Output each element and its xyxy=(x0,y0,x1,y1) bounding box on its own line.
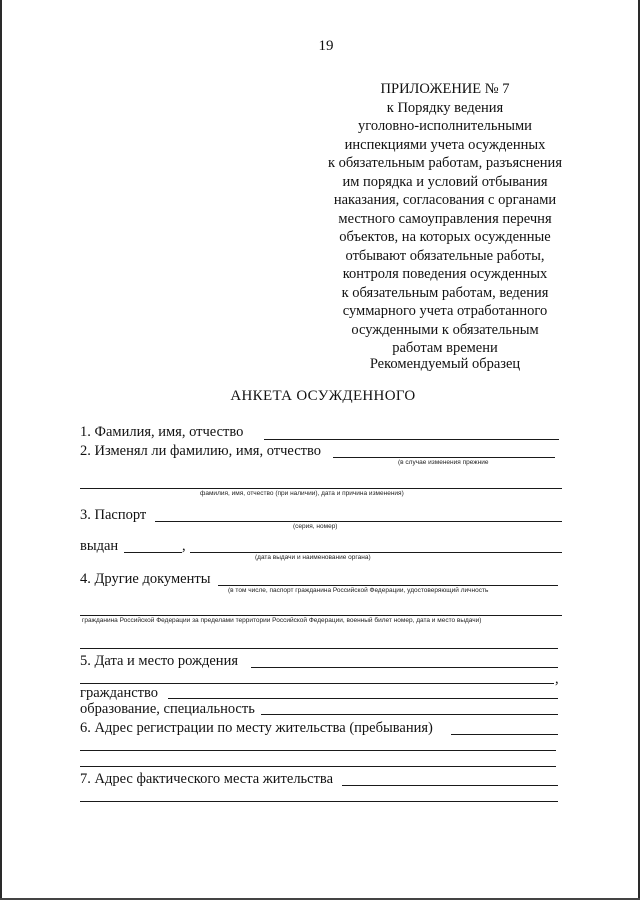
other-docs-field[interactable] xyxy=(218,585,558,586)
issued-date-field[interactable] xyxy=(124,552,182,553)
name-changed-field[interactable] xyxy=(333,457,555,458)
other-docs-label: 4. Другие документы xyxy=(80,571,211,587)
passport-label: 3. Паспорт xyxy=(80,507,147,523)
reg-address-label: 6. Адрес регистрации по месту жительства (пребывания) xyxy=(80,720,433,736)
reg-address-field-line2[interactable] xyxy=(80,750,556,751)
issued-label: выдан xyxy=(80,538,119,554)
other-docs-field-line3[interactable] xyxy=(80,648,558,649)
education-field[interactable] xyxy=(261,714,558,715)
appendix-line: инспекциями учета осужденных xyxy=(344,136,546,153)
reg-address-field-line3[interactable] xyxy=(80,766,556,767)
form-title: АНКЕТА ОСУЖДЕННОГО xyxy=(230,388,416,404)
name-changed-field-line2[interactable] xyxy=(80,488,562,489)
passport-field[interactable] xyxy=(155,521,562,522)
issued-authority-field[interactable] xyxy=(190,552,562,553)
appendix-line: ПРИЛОЖЕНИЕ № 7 xyxy=(380,81,510,97)
reg-address-field[interactable] xyxy=(451,734,558,735)
actual-address-field-line2[interactable] xyxy=(80,801,558,802)
appendix-line: к обязательным работам, разъяснения xyxy=(328,155,562,171)
passport-hint: (серия, номер) xyxy=(293,523,338,530)
birth-label: 5. Дата и место рождения xyxy=(80,653,238,669)
name-changed-label: 2. Изменял ли фамилию, имя, отчество xyxy=(80,443,321,459)
name-changed-hint-line2: фамилия, имя, отчество (при наличии), дата и причина изменения) xyxy=(200,490,404,497)
issued-hint: (дата выдачи и наименование органа) xyxy=(255,554,371,561)
birth-field[interactable] xyxy=(251,667,558,668)
appendix-line: к обязательным работам, ведения xyxy=(341,284,549,301)
appendix-line: уголовно-исполнительными xyxy=(358,118,532,134)
citizenship-field[interactable] xyxy=(168,698,558,699)
actual-address-label: 7. Адрес фактического места жительства xyxy=(80,771,334,787)
recommended-sample-label: Рекомендуемый образец xyxy=(369,356,521,372)
other-docs-hint: (в том числе, паспорт гражданина Российской Федерации, удостоверяющий личность xyxy=(228,587,489,594)
birth-comma: , xyxy=(555,671,559,687)
appendix-line: отбывают обязательные работы, xyxy=(345,247,545,264)
appendix-line: к Порядку ведения xyxy=(386,99,504,116)
appendix-line: наказания, согласования с органами xyxy=(333,192,557,208)
appendix-line: осужденными к обязательным xyxy=(351,321,539,338)
education-label: образование, специальность xyxy=(80,701,255,717)
scan-edge-left xyxy=(0,0,2,900)
full-name-field[interactable] xyxy=(264,439,559,440)
appendix-line: суммарного учета отработанного xyxy=(342,303,548,319)
page-number: 19 xyxy=(318,38,334,54)
appendix-line: местного самоуправления перечня xyxy=(338,210,552,227)
issued-comma: , xyxy=(182,538,186,554)
other-docs-field-line2[interactable] xyxy=(80,615,562,616)
appendix-line: объектов, на которых осужденные xyxy=(339,229,551,245)
citizenship-label: гражданство xyxy=(80,685,158,701)
appendix-line: контроля поведения осужденных xyxy=(342,266,548,282)
appendix-line: работам времени xyxy=(392,340,498,356)
appendix-header xyxy=(303,80,587,358)
appendix-line: им порядка и условий отбывания xyxy=(342,173,548,190)
name-changed-hint: (в случае изменения прежние xyxy=(398,459,489,466)
actual-address-field[interactable] xyxy=(342,785,558,786)
full-name-label: 1. Фамилия, имя, отчество xyxy=(80,424,244,440)
other-docs-hint-line2: гражданина Российской Федерации за пределами территории Российской Федерации, военный билет номер, дата и место выдачи) xyxy=(82,617,482,624)
